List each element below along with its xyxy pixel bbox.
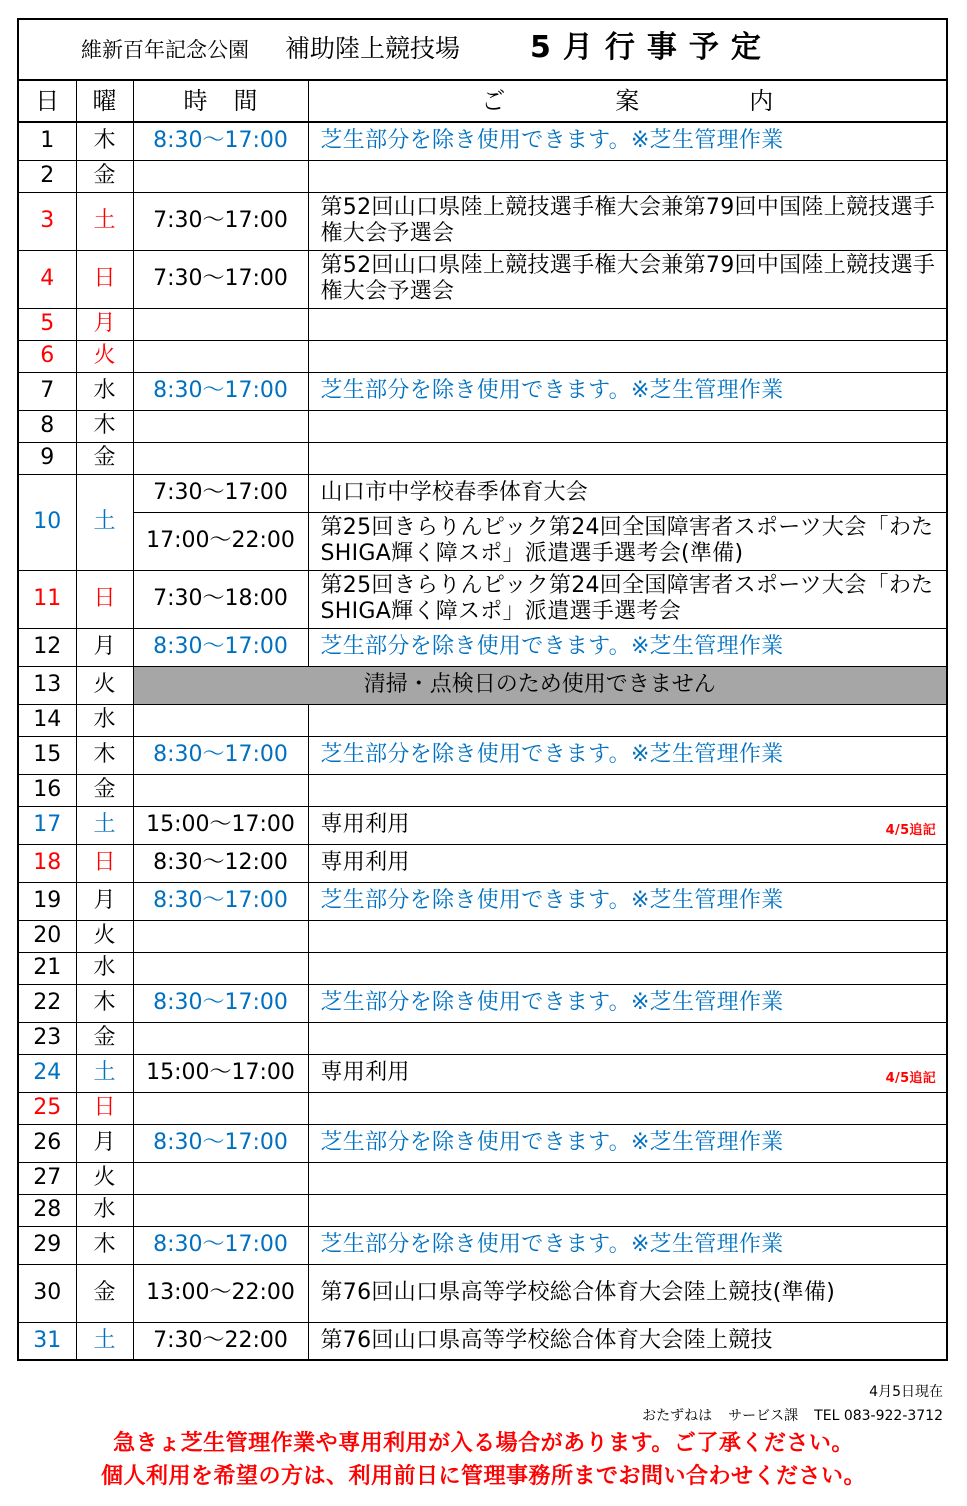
weekday: 水 (76, 704, 133, 736)
contact-label: おたずねは (642, 1408, 713, 1424)
weekday: 月 (76, 1124, 133, 1162)
header-weekday: 曜 (76, 80, 133, 122)
event-info (308, 1226, 947, 1264)
contact-tel: TEL 083-922-3712 (814, 1408, 943, 1424)
table-row (18, 570, 947, 628)
day-number: 22 (18, 984, 76, 1022)
day-number: 18 (18, 844, 76, 882)
table-row (18, 512, 947, 570)
weekday: 金 (76, 1264, 133, 1322)
time-range (133, 704, 308, 736)
header-day: 日 (18, 80, 76, 122)
event-text: 専用利用 (320, 1060, 410, 1085)
event-text: 専用利用 (320, 812, 410, 837)
weekday: 月 (76, 308, 133, 340)
weekday: 土 (76, 1054, 133, 1092)
time-range: 8:30～17:00 (133, 122, 308, 160)
event-text: 芝生部分を除き使用できます。※芝生管理作業 (320, 888, 784, 913)
warning-line-1: 急きょ芝生管理作業や専用利用が入る場合があります。ご了承ください。 (113, 1431, 854, 1456)
table-row (18, 1022, 947, 1054)
day-number: 25 (18, 1092, 76, 1124)
time-range: 8:30～17:00 (133, 1124, 308, 1162)
event-info (308, 1162, 947, 1194)
day-number: 27 (18, 1162, 76, 1194)
event-info (308, 1124, 947, 1162)
time-range: 8:30～17:00 (133, 1226, 308, 1264)
time-range (133, 160, 308, 192)
day-number: 29 (18, 1226, 76, 1264)
event-info (308, 844, 947, 882)
event-info (308, 882, 947, 920)
table-row (18, 1124, 947, 1162)
table-row (18, 984, 947, 1022)
event-info (308, 192, 947, 250)
table-row (18, 628, 947, 666)
event-text: 第25回きらりんピック第24回全国障害者スポーツ大会「わたSHIGA輝く障スポ」派遣選手選考会 (320, 573, 934, 624)
event-text: 第52回山口県陸上競技選手権大会兼第79回中国陸上競技選手権大会予選会 (320, 253, 936, 304)
table-row (18, 1226, 947, 1264)
time-range (133, 1194, 308, 1226)
time-range (133, 340, 308, 372)
time-range (133, 920, 308, 952)
weekday: 日 (76, 250, 133, 308)
contact-info (642, 1405, 943, 1425)
day-number: 13 (18, 666, 76, 704)
day-number: 4 (18, 250, 76, 308)
weekday: 火 (76, 340, 133, 372)
day-number: 26 (18, 1124, 76, 1162)
event-info (308, 570, 947, 628)
table-row (18, 1054, 947, 1092)
table-row (18, 340, 947, 372)
event-text: 芝生部分を除き使用できます。※芝生管理作業 (320, 1232, 784, 1257)
weekday: 火 (76, 920, 133, 952)
header-info: ご案内 (308, 80, 947, 122)
time-range: 8:30～17:00 (133, 882, 308, 920)
time-range: 8:30～17:00 (133, 736, 308, 774)
field-name: 補助陸上競技場 (285, 34, 461, 63)
time-range (133, 1092, 308, 1124)
weekday: 月 (76, 882, 133, 920)
weekday: 日 (76, 844, 133, 882)
event-info (308, 920, 947, 952)
weekday: 木 (76, 122, 133, 160)
weekday: 金 (76, 1022, 133, 1054)
day-number: 5 (18, 308, 76, 340)
event-info (308, 806, 947, 844)
time-range: 7:30～17:00 (133, 250, 308, 308)
day-number: 2 (18, 160, 76, 192)
time-range: 13:00～22:00 (133, 1264, 308, 1322)
table-row (18, 952, 947, 984)
day-number: 16 (18, 774, 76, 806)
event-text: 第76回山口県高等学校総合体育大会陸上競技(準備) (320, 1280, 836, 1305)
weekday: 木 (76, 1226, 133, 1264)
table-row (18, 442, 947, 474)
table-row (18, 666, 947, 704)
table-row (18, 882, 947, 920)
event-info (308, 1092, 947, 1124)
time-range: 7:30～17:00 (133, 192, 308, 250)
weekday: 水 (76, 1194, 133, 1226)
weekday: 土 (76, 1322, 133, 1360)
day-number: 20 (18, 920, 76, 952)
day-number: 9 (18, 442, 76, 474)
event-text: 山口市中学校春季体育大会 (320, 480, 589, 505)
day-number: 17 (18, 806, 76, 844)
time-range (133, 308, 308, 340)
table-row (18, 308, 947, 340)
table-row (18, 1092, 947, 1124)
weekday: 日 (76, 1092, 133, 1124)
table-row (18, 250, 947, 308)
table-row (18, 774, 947, 806)
page-title (18, 19, 947, 80)
time-range (133, 442, 308, 474)
day-number: 28 (18, 1194, 76, 1226)
day-number: 11 (18, 570, 76, 628)
weekday: 土 (76, 806, 133, 844)
time-range: 7:30～22:00 (133, 1322, 308, 1360)
time-range: 7:30～17:00 (133, 474, 308, 512)
event-info (308, 736, 947, 774)
table-row (18, 806, 947, 844)
event-info (308, 340, 947, 372)
event-info (308, 474, 947, 512)
event-text: 第76回山口県高等学校総合体育大会陸上競技 (320, 1327, 773, 1353)
weekday: 月 (76, 628, 133, 666)
time-range: 7:30～18:00 (133, 570, 308, 628)
event-info (308, 628, 947, 666)
day-number: 6 (18, 340, 76, 372)
weekday: 金 (76, 774, 133, 806)
time-range: 8:30～17:00 (133, 372, 308, 410)
time-range (133, 952, 308, 984)
time-range (133, 1022, 308, 1054)
weekday: 木 (76, 984, 133, 1022)
day-number: 19 (18, 882, 76, 920)
event-info (308, 122, 947, 160)
table-row (18, 410, 947, 442)
event-info (308, 410, 947, 442)
event-text: 専用利用 (320, 850, 410, 875)
month-title: 5月行事予定 (530, 30, 773, 65)
day-number: 14 (18, 704, 76, 736)
as-of-date: 4月5日現在 (869, 1384, 943, 1400)
event-info (308, 308, 947, 340)
table-row (18, 704, 947, 736)
table-row (18, 122, 947, 160)
time-range: 15:00～17:00 (133, 1054, 308, 1092)
event-info (308, 250, 947, 308)
table-row (18, 160, 947, 192)
event-text: 芝生部分を除き使用できます。※芝生管理作業 (320, 128, 784, 154)
weekday: 木 (76, 736, 133, 774)
event-text: 第25回きらりんピック第24回全国障害者スポーツ大会「わたSHIGA輝く障スポ」派遣選手選考会(準備) (320, 515, 934, 566)
table-row (18, 736, 947, 774)
time-range: 8:30～12:00 (133, 844, 308, 882)
table-row (18, 1194, 947, 1226)
event-info (308, 952, 947, 984)
day-number: 8 (18, 410, 76, 442)
title-row (18, 19, 947, 80)
event-info (308, 160, 947, 192)
weekday: 火 (76, 666, 133, 704)
event-info (308, 1264, 947, 1322)
table-row (18, 474, 947, 512)
header-time: 時間 (133, 80, 308, 122)
park-name: 維新百年記念公園 (81, 38, 249, 62)
day-number: 10 (18, 474, 76, 570)
event-info (308, 984, 947, 1022)
event-info (308, 1054, 947, 1092)
table-row (18, 1322, 947, 1360)
weekday: 水 (76, 952, 133, 984)
event-info (308, 1322, 947, 1360)
event-info (308, 442, 947, 474)
table-row (18, 920, 947, 952)
table-row (18, 372, 947, 410)
event-text: 芝生部分を除き使用できます。※芝生管理作業 (320, 634, 784, 659)
event-text: 芝生部分を除き使用できます。※芝生管理作業 (320, 378, 784, 403)
event-text: 第52回山口県陸上競技選手権大会兼第79回中国陸上競技選手権大会予選会 (320, 195, 936, 246)
day-number: 24 (18, 1054, 76, 1092)
table-row (18, 1264, 947, 1322)
day-number: 23 (18, 1022, 76, 1054)
event-text: 芝生部分を除き使用できます。※芝生管理作業 (320, 1130, 784, 1155)
added-note-badge: 4/5追記 (885, 1070, 937, 1086)
time-range (133, 1162, 308, 1194)
day-number: 3 (18, 192, 76, 250)
day-number: 12 (18, 628, 76, 666)
time-range: 15:00～17:00 (133, 806, 308, 844)
event-text: 芝生部分を除き使用できます。※芝生管理作業 (320, 742, 784, 767)
warning-line-2: 個人利用を希望の方は、利用前日に管理事務所までお問い合わせください。 (100, 1464, 866, 1489)
weekday: 土 (76, 192, 133, 250)
event-info (308, 704, 947, 736)
weekday: 水 (76, 372, 133, 410)
closed-notice: 清掃・点検日のため使用できません (133, 666, 947, 704)
weekday: 火 (76, 1162, 133, 1194)
header-row (18, 80, 947, 122)
event-text: 芝生部分を除き使用できます。※芝生管理作業 (320, 990, 784, 1015)
day-number: 30 (18, 1264, 76, 1322)
event-info (308, 512, 947, 570)
day-number: 21 (18, 952, 76, 984)
event-info (308, 372, 947, 410)
weekday: 土 (76, 474, 133, 570)
table-row (18, 844, 947, 882)
weekday: 金 (76, 442, 133, 474)
event-info (308, 1022, 947, 1054)
day-number: 15 (18, 736, 76, 774)
added-note-badge: 4/5追記 (885, 822, 937, 838)
event-info (308, 1194, 947, 1226)
schedule-table (17, 18, 948, 1361)
day-number: 1 (18, 122, 76, 160)
day-number: 31 (18, 1322, 76, 1360)
table-row (18, 192, 947, 250)
table-row (18, 1162, 947, 1194)
weekday: 日 (76, 570, 133, 628)
contact-dept: サービス課 (728, 1408, 799, 1424)
day-number: 7 (18, 372, 76, 410)
time-range: 8:30～17:00 (133, 984, 308, 1022)
time-range (133, 774, 308, 806)
time-range: 8:30～17:00 (133, 628, 308, 666)
event-info (308, 774, 947, 806)
weekday: 金 (76, 160, 133, 192)
time-range (133, 410, 308, 442)
time-range: 17:00～22:00 (133, 512, 308, 570)
weekday: 木 (76, 410, 133, 442)
